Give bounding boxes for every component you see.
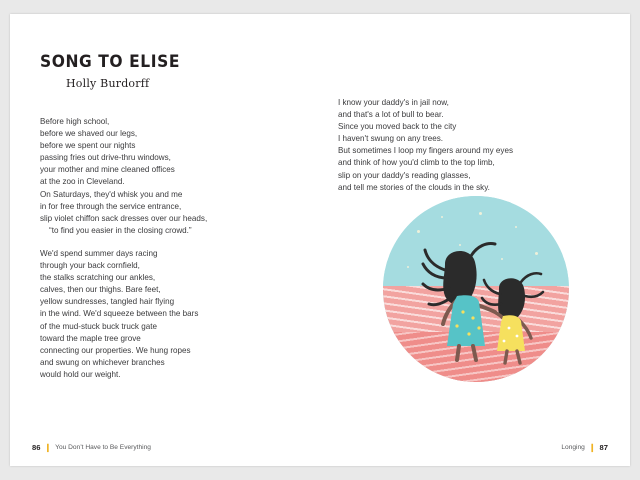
poem-line: in for free through the service entrance, (40, 201, 182, 211)
footer-left-group (32, 443, 151, 452)
left-page (10, 14, 320, 466)
stanza (40, 116, 302, 237)
poem-line: I haven't swung on any trees. (338, 134, 444, 144)
poem-right-column (338, 97, 600, 194)
poem-line: and that's a lot of bull to bear. (338, 110, 444, 120)
page-number: 86 (32, 443, 41, 452)
poem-line: your mother and mine cleaned offices (40, 165, 175, 175)
poem-line: yellow sundresses, tangled hair flying (40, 297, 175, 307)
poem-line: and swung on whichever branches (40, 357, 165, 367)
poem-line: and think of how you'd climb to the top limb, (338, 158, 495, 168)
poem-line: in the wind. We'd squeeze between the bars (40, 309, 199, 319)
poem-line: On Saturdays, they'd whisk you and me (40, 189, 183, 199)
stanza (338, 97, 600, 194)
poem-left-column (40, 116, 302, 381)
poem-line: and tell me stories of the clouds in the sky. (338, 182, 490, 192)
poem-line: I know your daddy's in jail now, (338, 98, 449, 107)
poem-line: toward the maple tree grove (40, 333, 141, 343)
poem-line: calves, then our thighs. Bare feet, (40, 285, 161, 295)
section-title: Longing (561, 444, 585, 451)
poem-line: Before high school, (40, 117, 110, 126)
poem-line: connecting our properties. We hung ropes (40, 345, 191, 355)
poem-author: Holly Burdorff (66, 77, 150, 90)
page-title: SONG TO ELISE (40, 52, 180, 71)
poem-line: slip on your daddy's reading glasses, (338, 170, 471, 180)
poem-line: at the zoo in Cleveland. (40, 177, 125, 187)
poem-line: before we spent our nights (40, 141, 136, 151)
poem-line: would hold our weight. (40, 369, 121, 379)
right-page-footer (320, 440, 630, 452)
poem-line: We'd spend summer days racing (40, 248, 158, 258)
poem-line: slip violet chiffon sack dresses over our heads, (40, 213, 208, 223)
poem-line: “to find you easier in the closing crowd.” (49, 225, 192, 235)
footer-separator: ❙ (588, 442, 596, 452)
poem-line: the stalks scratching our ankles, (40, 273, 156, 283)
stanza (40, 248, 302, 381)
right-page (320, 14, 630, 466)
footer-separator: ❙ (44, 442, 52, 452)
illustration-container (383, 196, 569, 382)
two-girls-in-field-illustration (383, 196, 569, 382)
girls-figures (383, 196, 569, 382)
poem-line: through your back cornfield, (40, 261, 140, 271)
book-spread (10, 14, 630, 466)
poem-line: Since you moved back to the city (338, 122, 457, 132)
poem-line: of the mud-stuck buck truck gate (40, 321, 157, 331)
poem-line: But sometimes I loop my fingers around my eyes (338, 146, 513, 156)
page-number: 87 (599, 443, 608, 452)
footer-right-group (561, 443, 608, 452)
book-title: You Don’t Have to Be Everything (55, 444, 151, 451)
poem-line: before we shaved our legs, (40, 129, 138, 139)
left-page-footer (10, 440, 320, 452)
poem-line: passing fries out drive-thru windows, (40, 153, 171, 163)
